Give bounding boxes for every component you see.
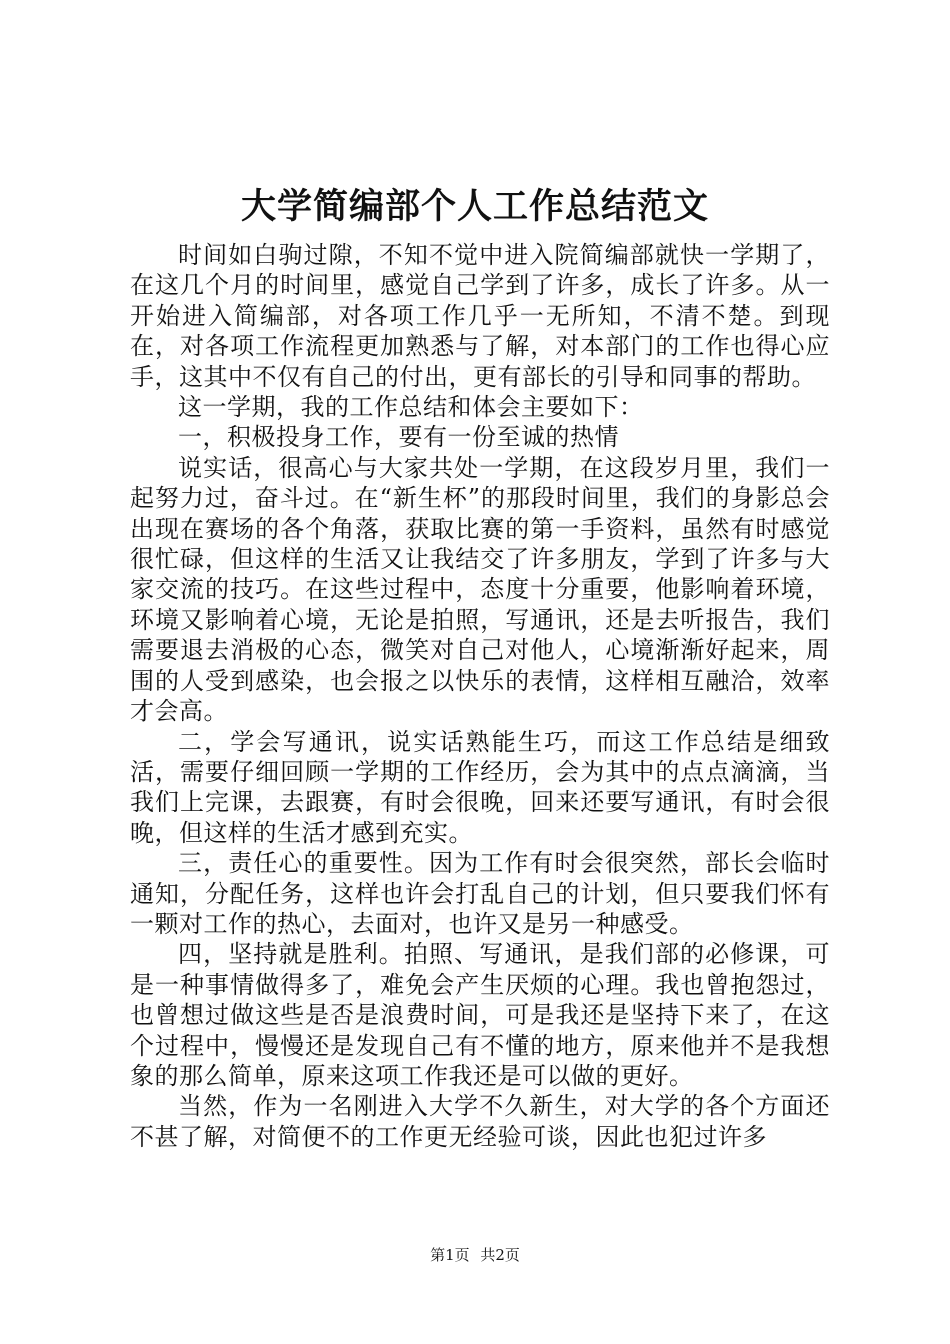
- paragraph-point-three: 三，责任心的重要性。因为工作有时会很突然，部长会临时通知，分配任务，这样也许会打乱自己的计划，但只要我们怀有一颗对工作的热心，去面对，也许又是另一种感受。: [130, 849, 830, 938]
- paragraph-point-one-body: 说实话，很高心与大家共处一学期，在这段岁月里，我们一起努力过，奋斗过。在“新生杯”的那段时间里，我们的身影总会出现在赛场的各个角落，获取比赛的第一手资料，虽然有时感觉很忙碌，但这样的生活又让我结交了许多朋友，学到了许多与大家交流的技巧。在这些过程中，态度十分重要，他影响着环境，环境又影响着心境，无论是拍照，写通讯，还是去听报告，我们需要退去消极的心态，微笑对自己对他人，心境渐渐好起来，周围的人受到感染，也会报之以快乐的表情，这样相互融洽，效率才会高。: [130, 453, 830, 726]
- paragraph-point-two: 二，学会写通讯，说实话熟能生巧，而这工作总结是细致活，需要仔细回顾一学期的工作经历，会为其中的点点滴滴，当我们上完课，去跟赛，有时会很晚，回来还要写通讯，有时会很晚，但这样的生活才感到充实。: [130, 727, 830, 847]
- page-footer: [0, 1245, 950, 1265]
- page-number-current: 第1页: [430, 1246, 470, 1264]
- paragraph-point-four: 四，坚持就是胜利。拍照、写通讯，是我们部的必修课，可是一种事情做得多了，难免会产生厌烦的心理。我也曾抱怨过，也曾想过做这些是否是浪费时间，可是我还是坚持下来了，在这个过程中，慢慢还是发现自己有不懂的地方，原来他并不是我想象的那么简单，原来这项工作我还是可以做的更好。: [130, 940, 830, 1090]
- page-number-total: 共2页: [480, 1246, 520, 1264]
- paragraph-intro: 时间如白驹过隙，不知不觉中进入院简编部就快一学期了，在这几个月的时间里，感觉自己学到了许多，成长了许多。从一开始进入简编部，对各项工作几乎一无所知，不清不楚。到现在，对各项工作流程更加熟悉与了解，对本部门的工作也得心应手，这其中不仅有自己的付出，更有部长的引导和同事的帮助。: [130, 241, 830, 391]
- document-body: [130, 240, 830, 1152]
- paragraph-point-one-heading: 一，积极投身工作，要有一份至诚的热情: [178, 423, 619, 452]
- paragraph-summary-lead: 这一学期，我的工作总结和体会主要如下：: [178, 393, 644, 422]
- document-title: 大学简编部个人工作总结范文: [240, 186, 709, 227]
- paragraph-conclusion-start: 当然，作为一名刚进入大学不久新生，对大学的各个方面还不甚了解，对简便不的工作更无经验可谈，因此也犯过许多: [130, 1092, 830, 1151]
